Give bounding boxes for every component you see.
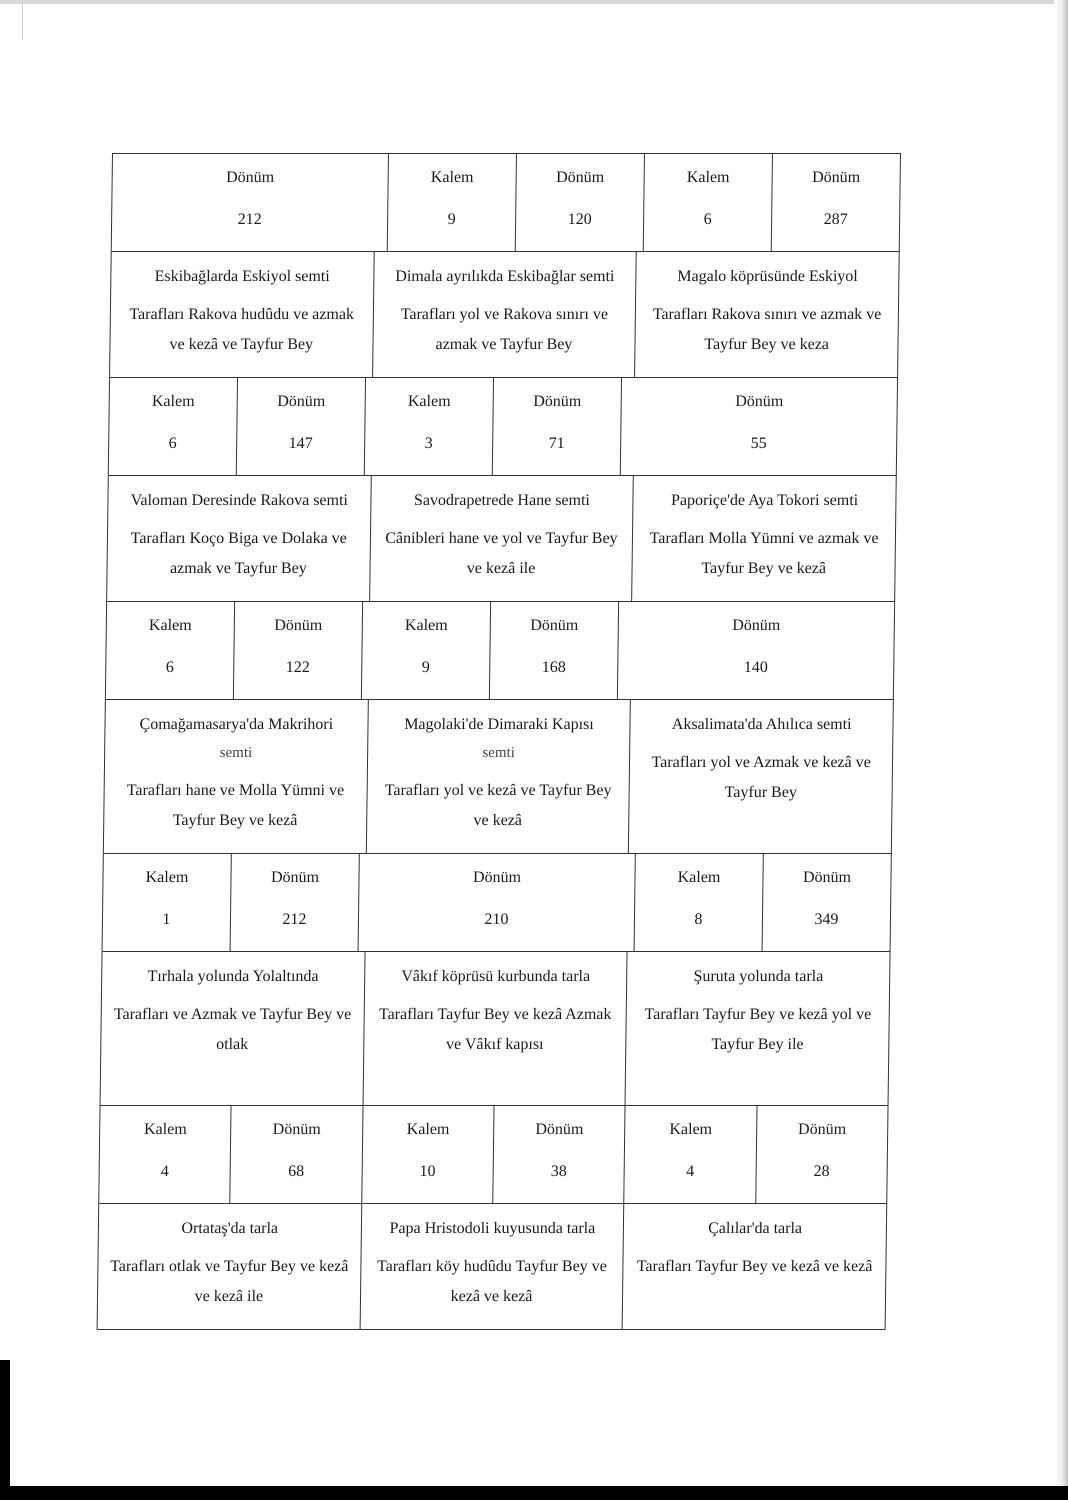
parcel-description-cell	[360, 1204, 624, 1330]
kalem-cell	[365, 378, 494, 475]
donum-cell	[493, 378, 621, 475]
column-label: Dönüm	[277, 393, 326, 410]
column-value: 212	[282, 911, 307, 928]
parcel-location: Magolaki'de Dimaraki Kapısı	[404, 716, 594, 733]
donum-cell	[516, 154, 644, 251]
parcel-description-cell	[632, 476, 896, 602]
parcel-description-cell	[104, 700, 369, 854]
page-edge-right	[1054, 0, 1068, 1500]
parcel-location: Tırhala yolunda Yolaltında	[147, 968, 319, 985]
column-value: 9	[421, 659, 430, 676]
table-row-values	[106, 602, 895, 700]
column-value: 55	[750, 435, 767, 452]
kalem-cell	[362, 1106, 495, 1203]
parcel-boundaries: Tarafları yol ve Azmak ve kezâ ve Tayfur Bey	[651, 754, 871, 801]
table-row-values	[112, 154, 901, 252]
column-value: 147	[288, 435, 313, 452]
donum-cell	[618, 602, 895, 700]
donum-cell	[231, 1106, 363, 1203]
column-value: 4	[686, 1163, 695, 1180]
donum-cell	[756, 1106, 888, 1203]
column-label: Kalem	[407, 393, 451, 410]
parcel-boundaries: Tarafları Tayfur Bey ve kezâ Azmak ve Vâkıf kapısı	[378, 1006, 612, 1053]
column-label: Kalem	[686, 169, 730, 186]
column-label: Dönüm	[535, 1121, 584, 1138]
kalem-donum-pair	[365, 378, 622, 476]
donum-cell	[490, 602, 618, 699]
parcel-location: Paporiçe'de Aya Tokori semti	[670, 492, 859, 509]
kalem-cell	[635, 854, 764, 951]
donum-cell	[112, 154, 389, 252]
table-row-description	[98, 1204, 888, 1330]
scan-artifact	[22, 0, 23, 40]
column-label: Dönüm	[797, 1121, 847, 1138]
column-label: Dönüm	[270, 869, 320, 886]
kalem-donum-pair	[635, 854, 892, 952]
kalem-donum-pair	[362, 1106, 626, 1204]
column-label: Dönüm	[735, 393, 784, 410]
kalem-cell	[106, 602, 235, 699]
parcel-boundaries: Cânibleri hane ve yol ve Tayfur Bey ve kezâ ile	[385, 530, 618, 577]
kalem-donum-pair	[625, 1106, 889, 1204]
parcel-location: Vâkıf köprüsü kurbunda tarla	[401, 968, 591, 985]
column-label: Dönüm	[732, 617, 781, 634]
parcel-description-cell	[370, 476, 634, 602]
kalem-cell	[644, 154, 773, 251]
parcel-boundaries: Tarafları yol ve kezâ ve Tayfur Bey ve kezâ	[384, 782, 612, 829]
kalem-cell	[625, 1106, 758, 1203]
parcel-boundaries: Tarafları Tayfur Bey ve kezâ yol ve Tayfur Bey ile	[644, 1006, 872, 1053]
column-label: Kalem	[145, 869, 189, 886]
parcel-boundaries: Tarafları Tayfur Bey ve kezâ ve kezâ	[636, 1258, 873, 1275]
donum-cell	[621, 378, 898, 476]
land-register-table	[97, 153, 901, 1330]
parcel-description-cell	[629, 700, 894, 854]
kalem-donum-pair	[644, 154, 901, 252]
column-label: Dönüm	[272, 1121, 321, 1138]
parcel-boundaries: Tarafları hane ve Molla Yümni ve Tayfur Bey ve kezâ	[126, 782, 345, 829]
kalem-donum-pair	[99, 1106, 363, 1204]
parcel-location: Magalo köprüsünde Eskiyol	[677, 268, 858, 285]
column-value: 68	[288, 1163, 305, 1180]
donum-cell	[231, 854, 359, 951]
kalem-donum-pair	[103, 854, 360, 952]
column-label: Kalem	[404, 617, 448, 634]
kalem-cell	[109, 378, 238, 475]
table-row-description	[104, 700, 894, 854]
table-row-values	[103, 854, 892, 952]
kalem-cell	[362, 602, 491, 699]
column-value: 122	[285, 659, 310, 676]
column-label: Kalem	[151, 393, 195, 410]
parcel-location: Aksalimata'da Ahılıca semti	[671, 716, 852, 733]
table-row-values	[99, 1106, 888, 1204]
kalem-donum-pair	[106, 602, 363, 700]
kalem-cell	[99, 1106, 232, 1203]
parcel-location: Dimala ayrılıkda Eskibağlar semti	[395, 268, 615, 285]
table-row-values	[109, 378, 898, 476]
donum-cell	[234, 602, 362, 699]
column-value: 28	[813, 1163, 830, 1180]
parcel-boundaries: Tarafları yol ve Rakova sınırı ve azmak ve Tayfur Bey	[400, 306, 609, 353]
parcel-boundaries: Tarafları Rakova hudûdu ve azmak ve kezâ ve Tayfur Bey	[129, 306, 355, 353]
scan-border-bottom	[0, 1486, 1068, 1500]
column-label: Kalem	[148, 617, 192, 634]
kalem-cell	[103, 854, 232, 951]
parcel-description-cell	[366, 700, 631, 854]
parcel-description-cell	[98, 1204, 362, 1330]
parcel-description-cell	[635, 252, 899, 378]
column-value: 140	[743, 659, 768, 676]
parcel-boundaries: Tarafları Rakova sınırı ve azmak ve Tayfur Bey ve keza	[652, 306, 882, 353]
scan-top-edge	[0, 0, 1068, 4]
parcel-boundaries: Tarafları ve Azmak ve Tayfur Bey ve otlak	[113, 1006, 352, 1053]
parcel-location: Eskibağlarda Eskiyol semti	[154, 268, 330, 285]
parcel-location-sub: semti	[482, 745, 516, 761]
column-value: 168	[541, 659, 566, 676]
column-label: Kalem	[406, 1121, 450, 1138]
column-label: Kalem	[669, 1121, 713, 1138]
parcel-description-cell	[110, 252, 374, 378]
column-value: 212	[237, 211, 262, 228]
scan-border-left	[0, 1360, 10, 1500]
parcel-location: Çalılar'da tarla	[708, 1220, 803, 1237]
parcel-description-cell	[101, 952, 366, 1106]
table-row-description	[110, 252, 900, 378]
parcel-boundaries: Tarafları Molla Yümni ve azmak ve Tayfur Bey ve kezâ	[649, 530, 879, 577]
column-value: 349	[814, 911, 839, 928]
parcel-description-cell	[623, 1204, 887, 1330]
column-value: 3	[424, 435, 433, 452]
parcel-location: Valoman Deresinde Rakova semti	[130, 492, 349, 509]
column-label: Dönüm	[812, 169, 861, 186]
column-label: Kalem	[677, 869, 721, 886]
parcel-location: Ortataş'da tarla	[181, 1220, 279, 1237]
parcel-boundaries: Tarafları köy hudûdu Tayfur Bey ve kezâ ve kezâ	[376, 1258, 607, 1305]
parcel-description-cell	[373, 252, 637, 378]
donum-cell	[359, 854, 636, 952]
column-label: Dönüm	[274, 617, 323, 634]
column-value: 71	[548, 435, 565, 452]
parcel-location: Şuruta yolunda tarla	[693, 968, 824, 985]
parcel-location: Savodrapetrede Hane semti	[413, 492, 591, 509]
column-value: 6	[703, 211, 712, 228]
table-row-description	[107, 476, 897, 602]
column-value: 38	[550, 1163, 567, 1180]
column-label: Dönüm	[472, 869, 522, 886]
kalem-donum-pair	[388, 154, 645, 252]
parcel-location: Papa Hristodoli kuyusunda tarla	[389, 1220, 596, 1237]
column-value: 287	[823, 211, 848, 228]
donum-cell	[772, 154, 900, 251]
table-row-description	[101, 952, 891, 1106]
parcel-description-cell	[626, 952, 891, 1106]
parcel-description-cell	[107, 476, 371, 602]
kalem-donum-pair	[362, 602, 619, 700]
donum-cell	[237, 378, 365, 475]
parcel-boundaries: Tarafları Koço Biga ve Dolaka ve azmak ve Tayfur Bey	[130, 530, 347, 577]
column-value: 9	[447, 211, 456, 228]
parcel-description-cell	[363, 952, 628, 1106]
column-label: Dönüm	[556, 169, 605, 186]
kalem-cell	[388, 154, 517, 251]
donum-cell	[493, 1106, 625, 1203]
column-value: 4	[160, 1163, 169, 1180]
kalem-donum-pair	[109, 378, 366, 476]
column-label: Kalem	[143, 1121, 187, 1138]
parcel-location-sub: semti	[219, 745, 253, 761]
column-label: Dönüm	[226, 169, 275, 186]
parcel-boundaries: Tarafları otlak ve Tayfur Bey ve kezâ ve kezâ ile	[110, 1258, 349, 1305]
parcel-location: Çomağamasarya'da Makrihori	[139, 716, 334, 733]
column-value: 120	[567, 211, 592, 228]
column-value: 6	[165, 659, 174, 676]
column-value: 1	[162, 911, 171, 928]
column-label: Kalem	[430, 169, 474, 186]
column-label: Dönüm	[533, 393, 582, 410]
donum-cell	[763, 854, 891, 951]
column-value: 210	[484, 911, 509, 928]
column-value: 10	[419, 1163, 436, 1180]
column-label: Dönüm	[530, 617, 579, 634]
column-label: Dönüm	[802, 869, 852, 886]
column-value: 8	[694, 911, 703, 928]
column-value: 6	[168, 435, 177, 452]
